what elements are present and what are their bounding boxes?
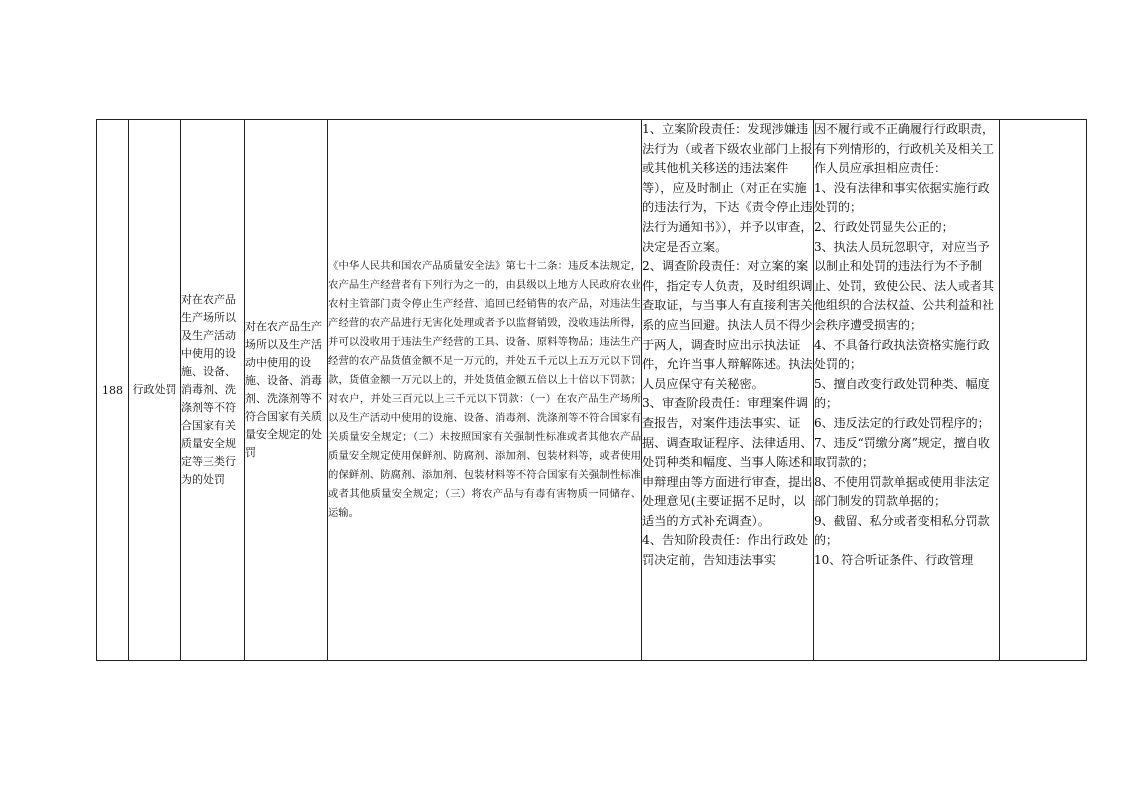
category-cell xyxy=(129,120,181,661)
item-name-cell xyxy=(181,120,245,661)
row-number: 188 xyxy=(102,383,123,397)
table-row xyxy=(97,120,1087,661)
sub-item-cell xyxy=(245,120,328,661)
legal-basis-text: 《中华人民共和国农产品质量安全法》第七十二条：违反本法规定，农产品生产经营者有下列行为之一的，由县级以上地方人民政府农业农村主管部门责令停止生产经营、追回已经销售的农产品，对违法生产经营的农产品进行无害化处理或者予以监督销毁，没收违法所得，并可以没收用于违法生产经营的工具、设备、原料等物品；违法生产经营的农产品货值金额不足一万元的，并处五千元以上五万元以下罚款，货值金额一万元以上的，并处货值金额五倍以上十倍以下罚款；对农户，并处三百元以上三千元以下罚款：（一）在农产品生产场所以及生产活动中使用的设施、设备、消毒剂、洗涤剂等不符合国家有关质量安全规定；（二）未按照国家有关强制性标准或者其他农产品质量安全规定使用保鲜剂、防腐剂、添加剂、包装材料等，或者使用的保鲜剂、防腐剂、添加剂、包装材料等不符合国家有关强制性标准或者其他质量安全规定；（三）将农产品与有毒有害物质一同储存、运输。 xyxy=(328,260,641,519)
accountability-item: 9、截留、私分或者变相私分罚款的； xyxy=(814,513,990,548)
responsibility-item: 3、审查阶段责任：审理案件调查报告，对案件违法事实、证据、调查取证程序、法律适用、处罚种类和幅度、当事人陈述和申辩理由等方面进行审查，提出处理意见(主要证据不足时，以适当的方式补充调查）。 xyxy=(642,396,813,528)
accountability-item: 7、违反“罚缴分离”规定，擅自收取罚款的； xyxy=(814,435,990,470)
note-cell xyxy=(1000,120,1087,661)
item-name-text: 对在农产品生产场所以及生产活动中使用的设施、设备、消毒剂、洗涤剂等不符合国家有关质量安全规定等三类行为的处罚 xyxy=(181,293,236,486)
responsibility-item: 1、立案阶段责任：发现涉嫌违法行为（或者下级农业部门上报或其他机关移送的违法案件等），应及时制止（对正在实施的违法行为，下达《责令停止违法行为通知书》），并予以审查，决定是否立案。 xyxy=(642,122,813,254)
accountability-cell xyxy=(814,120,1000,661)
responsibility-item: 2、调查阶段责任：对立案的案件，指定专人负责，及时组织调查取证，与当事人有直接利害关系的应当回避。执法人员不得少于两人，调查时应出示执法证件，允许当事人辩解陈述。执法人员应保守有关秘密。 xyxy=(642,259,813,391)
accountability-item: 6、违反法定的行政处罚程序的； xyxy=(814,415,990,430)
category-text: 行政处罚 xyxy=(132,383,177,396)
accountability-item: 1、没有法律和事实依据实施行政处罚的； xyxy=(814,180,990,215)
sub-item-text: 对在农产品生产场所以及生产活动中使用的设施、设备、消毒剂、洗涤剂等不符合国家有关质量安全规定的处罚 xyxy=(245,320,322,459)
accountability-item: 8、不使用罚款单据或使用非法定部门制发的罚款单据的； xyxy=(814,474,990,509)
row-number-cell xyxy=(97,120,129,661)
accountability-item: 4、不具备行政执法资格实施行政处罚的； xyxy=(814,337,990,372)
legal-basis-cell xyxy=(328,120,642,661)
responsibility-item: 4、告知阶段责任：作出行政处罚决定前，告知违法事实 xyxy=(642,533,809,568)
accountability-item: 10、符合听证条件、行政管理 xyxy=(814,553,974,568)
accountability-item: 2、行政处罚显失公正的； xyxy=(814,219,954,234)
accountability-item: 3、执法人员玩忽职守，对应当予以制止和处罚的违法行为不予制止、处罚，致使公民、法人或者其他组织的合法权益、公共利益和社会秩序遭受损害的； xyxy=(814,239,995,332)
duty-list-table xyxy=(96,119,1087,661)
accountability-item: 5、擅自改变行政处罚种类、幅度的； xyxy=(814,376,990,411)
responsibility-cell xyxy=(642,120,814,661)
accountability-item: 因不履行或不正确履行行政职责，有下列情形的，行政机关及相关工作人员应承担相应责任： xyxy=(814,122,995,176)
